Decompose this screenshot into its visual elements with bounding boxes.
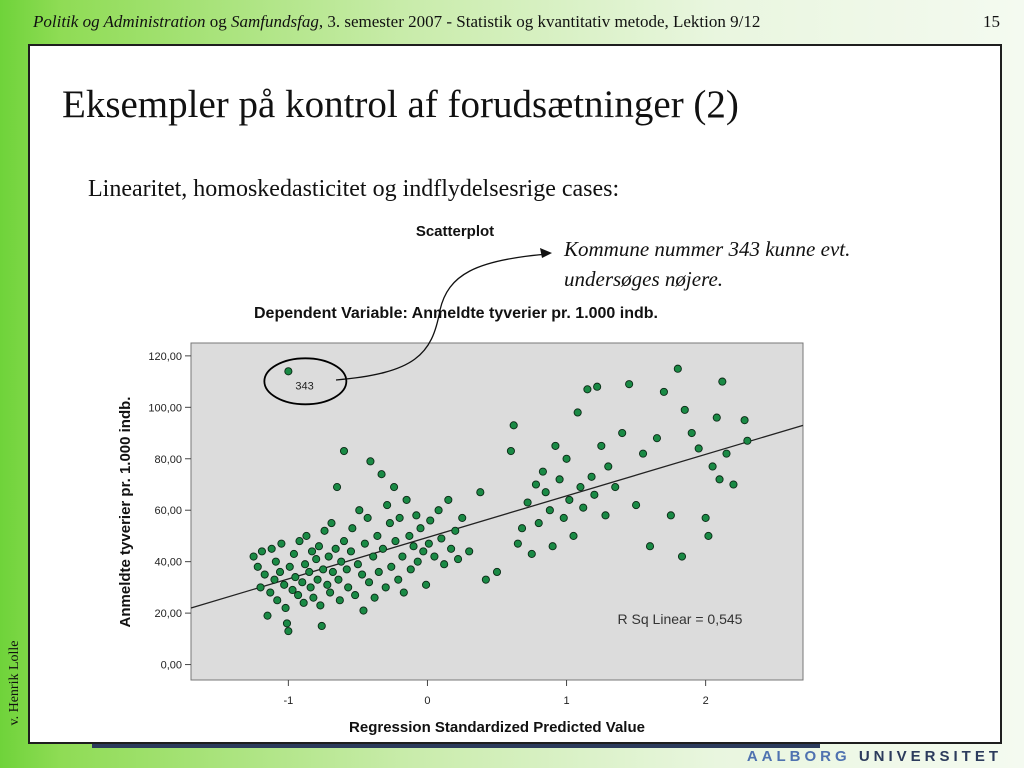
scatter-point [271,576,278,583]
scatter-point [556,476,563,483]
scatter-point [360,607,367,614]
scatter-point [390,483,397,490]
scatter-point [395,576,402,583]
scatter-point [300,599,307,606]
scatter-point [744,437,751,444]
scatter-point [542,489,549,496]
scatter-point [524,499,531,506]
scatter-point [403,496,410,503]
scatter-point [314,576,321,583]
logo-word-universitet: UNIVERSITET [858,748,1002,765]
scatter-point [352,592,359,599]
slide-title: Eksempler på kontrol af forudsætninger (2) [62,83,739,126]
scatter-point [361,540,368,547]
scatter-point [678,553,685,560]
scatter-point [580,504,587,511]
scatter-point [347,548,354,555]
scatter-point [482,576,489,583]
scatter-point [267,589,274,596]
scatter-point [282,604,289,611]
author-text: v. Henrik Lolle [7,640,22,726]
y-tick-label: 100,00 [148,402,182,415]
scatter-point [333,483,340,490]
scatter-point [285,628,292,635]
scatter-point [392,537,399,544]
scatter-point [299,579,306,586]
scatter-point [507,447,514,454]
scatter-point [584,386,591,393]
chart-title: Scatterplot [415,223,495,240]
scatter-point [328,519,335,526]
scatter-point [518,525,525,532]
scatter-point [570,532,577,539]
scatter-point [349,525,356,532]
scatter-point [335,576,342,583]
scatter-point [384,501,391,508]
scatter-point [375,568,382,575]
scatter-point [283,620,290,627]
scatter-point [257,584,264,591]
footer-bar [92,744,820,748]
scatter-point [250,553,257,560]
scatter-point [493,568,500,575]
y-tick-label: 20,00 [154,608,182,621]
chart-subtitle: Dependent Variable: Anmeldte tyverier pr. 1.000 indb. [254,305,658,322]
scatter-point [326,589,333,596]
scatter-point [295,592,302,599]
scatter-point [639,450,646,457]
scatter-point [577,483,584,490]
scatter-point [441,561,448,568]
x-tick-label: -1 [283,695,294,707]
scatter-point [566,496,573,503]
scatter-point [308,548,315,555]
scatter-point [546,507,553,514]
scatter-point [660,388,667,395]
plot-area [191,343,803,680]
scatter-point [268,545,275,552]
scatter-point [422,581,429,588]
scatter-point [539,468,546,475]
scatter-point [336,597,343,604]
scatter-point [688,429,695,436]
scatter-point [258,548,265,555]
scatter-point [407,566,414,573]
scatter-point [560,514,567,521]
course-connector: og [205,12,232,31]
scatter-point [338,558,345,565]
scatter-point [364,514,371,521]
scatter-point [276,568,283,575]
x-axis-label: Regression Standardized Predicted Value [349,719,645,736]
scatter-point [379,545,386,552]
scatter-point [340,537,347,544]
scatter-point [667,512,674,519]
scatter-point [510,422,517,429]
scatter-point [466,548,473,555]
scatter-point [374,532,381,539]
y-tick-label: 60,00 [154,505,182,518]
scatter-point [741,417,748,424]
scatter-point [358,571,365,578]
scatter-point [367,458,374,465]
scatter-point [310,594,317,601]
scatter-point [552,442,559,449]
scatter-point [290,550,297,557]
y-tick-label: 0,00 [160,659,182,672]
slide-subtitle: Linearitet, homoskedasticitet og indflydelsesrige cases: [88,176,620,202]
scatter-point [427,517,434,524]
scatter-point [399,553,406,560]
scatter-point [723,450,730,457]
y-tick-label: 120,00 [148,350,182,363]
scatter-point [445,496,452,503]
scatter-point [400,589,407,596]
scatter-point [343,566,350,573]
scatter-point [425,540,432,547]
scatter-point [626,381,633,388]
scatter-point [459,514,466,521]
scatter-point [594,383,601,390]
scatter-point [574,409,581,416]
x-tick-label: 2 [702,695,709,707]
scatter-point [528,550,535,557]
arrow-head-icon [540,248,552,258]
scatter-point [448,545,455,552]
annotation-line-2: undersøges nøjere. [564,267,724,291]
scatter-point [705,532,712,539]
scatter-point [674,365,681,372]
scatter-point [452,527,459,534]
logo-word-aalborg: AALBORG [746,748,851,765]
scatter-point [716,476,723,483]
scatter-point [591,491,598,498]
scatter-point [417,525,424,532]
r-squared-label: R Sq Linear = 0,545 [617,611,743,627]
x-tick-label: 1 [563,695,570,707]
scatter-point [325,553,332,560]
scatter-point [321,527,328,534]
scatter-point [354,561,361,568]
university-logo [747,748,1002,765]
scatter-point [681,406,688,413]
scatter-point [313,555,320,562]
scatter-point [329,568,336,575]
scatter-point [514,540,521,547]
scatter-point [713,414,720,421]
scatter-point [370,553,377,560]
scatter-point [477,489,484,496]
scatter-point [307,584,314,591]
scatter-point [730,481,737,488]
scatter-point [702,514,709,521]
scatter-point [382,584,389,591]
scatter-point [406,532,413,539]
course-details: , 3. semester 2007 - Statistik og kvantitativ metode, Lektion 9/12 [318,12,761,31]
scatter-point [619,429,626,436]
scatter-point [414,558,421,565]
scatter-point [386,519,393,526]
scatter-point [709,463,716,470]
scatter-point [301,561,308,568]
scatter-point [356,507,363,514]
scatter-point [274,597,281,604]
scatter-point [281,581,288,588]
scatter-point [254,563,261,570]
scatter-point [332,545,339,552]
scatter-point [371,594,378,601]
scatter-point [296,537,303,544]
scatter-point [286,563,293,570]
scatter-point [532,481,539,488]
scatter-point [345,584,352,591]
scatter-point [396,514,403,521]
scatter-point [695,445,702,452]
scatter-point [549,543,556,550]
x-tick-label: 0 [424,695,431,707]
scatter-point [413,512,420,519]
scatter-point [303,532,310,539]
scatter-point [602,512,609,519]
outlier-point-label: 343 [295,380,314,393]
scatter-point [431,553,438,560]
scatter-point [598,442,605,449]
scatter-point [320,566,327,573]
y-axis-label: Anmeldte tyverier pr. 1.000 indb. [117,396,134,628]
scatter-point [292,573,299,580]
scatter-point [420,548,427,555]
page-number: 15 [983,12,1000,31]
scatter-point [261,571,268,578]
scatter-point [719,378,726,385]
y-tick-label: 80,00 [154,453,182,466]
scatter-point [272,558,279,565]
scatter-point [588,473,595,480]
scatter-point [438,535,445,542]
scatter-point [378,471,385,478]
scatter-point [278,540,285,547]
scatter-point [340,447,347,454]
scatter-point [454,555,461,562]
scatter-point [318,622,325,629]
scatter-point [324,581,331,588]
scatter-point [410,543,417,550]
annotation-line-1: Kommune nummer 343 kunne evt. [564,237,851,261]
scatter-point [612,483,619,490]
scatter-point [653,435,660,442]
scatter-point [285,368,292,375]
scatter-point [264,612,271,619]
course-subject: Samfundsfag [231,12,319,31]
scatter-point [535,519,542,526]
y-tick-label: 40,00 [154,556,182,569]
scatter-point [646,543,653,550]
course-name: Politik og Administration [33,12,206,31]
scatter-point [632,501,639,508]
scatter-point [365,579,372,586]
scatter-point [315,543,322,550]
scatter-point [306,568,313,575]
scatter-point [317,602,324,609]
scatter-point [563,455,570,462]
scatter-point [435,507,442,514]
scatter-point [388,563,395,570]
scatter-point [605,463,612,470]
